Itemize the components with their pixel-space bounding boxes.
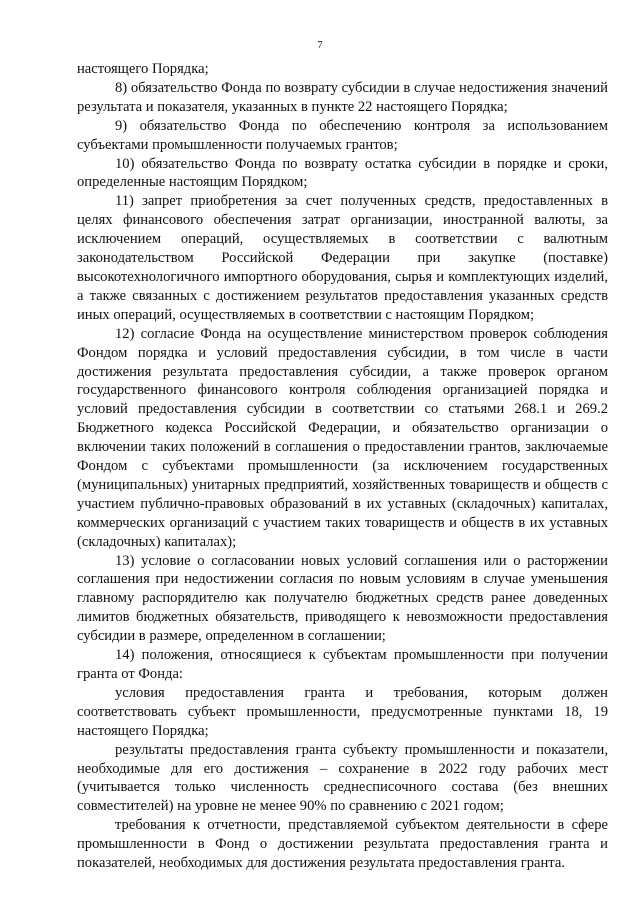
document-body	[77, 60, 608, 873]
paragraph-item-10: 10) обязательство Фонда по возврату остатка субсидии в порядке и сроки, определенные настоящим Порядком;	[77, 155, 608, 191]
paragraph-grant-conditions: условия предоставления гранта и требования, которым должен соответствовать субъект промышленности, предусмотренные пунктами 18, 19 настоящего Порядка;	[77, 684, 608, 739]
paragraph-item-13: 13) условие о согласовании новых условий соглашения или о расторжении соглашения при недостижении согласия по новым условиям в случае уменьшения главному распорядителю как получателю бюджетных средств ранее доведенных лимитов бюджетных обязательств, приводящего к невозможности предоставления субсидии в размере, определенном в соглашении;	[77, 552, 608, 645]
paragraph-reporting-requirements: требования к отчетности, представляемой субъектом деятельности в сфере промышленности в Фонд о достижении результата предоставления гранта и показателей, необходимых для достижения результата предоставления гранта.	[77, 817, 608, 872]
paragraph-item-12: 12) согласие Фонда на осуществление министерством проверок соблюдения Фондом порядка и условий предоставления субсидии, в том числе в части достижения результата предоставления субсидии, а также проверок органом государственного финансового контроля соблюдения организацией порядка и условий предоставления субсидии в соответствии со статьями 268.1 и 269.2 Бюджетного кодекса Российской Федерации, и обязательство организации о включении таких положений в соглашения о предоставлении грантов, заключаемые Фондом с субъектами промышленности (за исключением государственных (муниципальных) унитарных предприятий, хозяйственных товариществ и обществ с участием публично-правовых образований в их уставных (складочных) капиталах, коммерческих организаций с участием таких товариществ и обществ в их уставных (складочных) капиталах);	[77, 325, 608, 550]
paragraph-grant-results: результаты предоставления гранта субъекту промышленности и показатели, необходимые для его достижения – сохранение в 2022 году рабочих мест (учитывается только численность среднесписочного состава (без внешних совместителей) на уровне не менее 90% по сравнению с 2021 годом;	[77, 741, 608, 815]
paragraph-item-9: 9) обязательство Фонда по обеспечению контроля за использованием субъектами промышленности получаемых грантов;	[77, 117, 608, 153]
page-number: 7	[317, 39, 323, 51]
paragraph-item-14: 14) положения, относящиеся к субъектам промышленности при получении гранта от Фонда:	[77, 647, 608, 682]
paragraph-item-11: 11) запрет приобретения за счет полученных средств, предоставленных в целях финансового обеспечения затрат организации, иностранной валюты, за исключением операций, осуществляемых в соответствии с валютным законодательством Российской Федерации при закупке (поставке) высокотехнологичного импортного оборудования, сырья и комплектующих изделий, а также связанных с достижением результатов предоставления указанных средств иных операций, осуществляемых в соответствии с настоящим Порядком;	[77, 193, 608, 323]
paragraph-continuation: настоящего Порядка;	[77, 61, 209, 77]
paragraph-item-8: 8) обязательство Фонда по возврату субсидии в случае недостижения значений результата и показателя, указанных в пункте 22 настоящего Порядка;	[77, 79, 608, 115]
